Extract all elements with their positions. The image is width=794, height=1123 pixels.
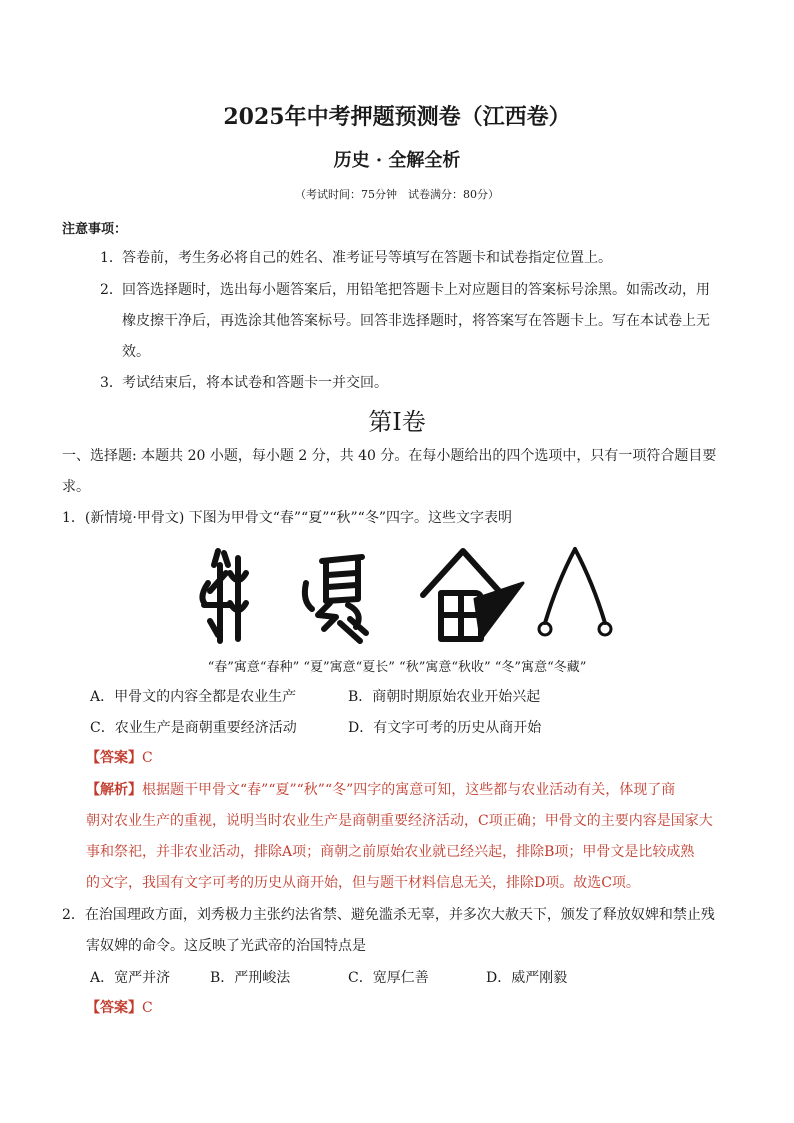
option-d: D．有文字可考的历史从商开始 [348, 720, 542, 736]
answer-value: C [142, 750, 153, 766]
section-intro: 一、选择题: 本题共 20 小题，每小题 2 分，共 40 分。在每小题给出的四个选项中，只有一项符合题目要 [62, 448, 717, 464]
section-intro-cont: 求。 [62, 479, 90, 495]
option-b: B．严刑峻法 [210, 970, 291, 986]
answer-value: C [142, 1000, 153, 1016]
glyph-dong [539, 549, 611, 635]
notice-item: 3．考试结束后，将本试卷和答题卡一并交回。 [100, 375, 388, 391]
answer-line [86, 998, 153, 1018]
analysis-line: 朝对农业生产的重视，说明当时农业生产是商朝重要经济活动，C项正确；甲骨文的主要内容是国家大 [86, 813, 713, 829]
exam-info: （考试时间：75分钟 试卷满分：80分） [295, 188, 499, 201]
option-b: B．商朝时期原始农业开始兴起 [348, 689, 541, 705]
question-1-stem: 1．(新情境·甲骨文) 下图为甲骨文“春”“夏”“秋”“冬”四字。这些文字表明 [62, 510, 512, 526]
page-subtitle: 历史 · 全解全析 [333, 150, 461, 171]
figure-caption: “春”寓意“春种” “夏”寓意“夏长” “秋”寓意“秋收” “冬”寓意“冬藏” [207, 660, 587, 675]
answer-tag: 【答案】 [86, 750, 142, 766]
oracle-bone-glyphs-figure [190, 543, 620, 648]
glyph-qiu [423, 551, 523, 639]
option-c: C．农业生产是商朝重要经济活动 [90, 720, 297, 736]
analysis-line: 的文字，我国有文字可考的历史从商开始，但与题干材料信息无关，排除D项。故选C项。 [86, 875, 640, 891]
answer-tag: 【答案】 [86, 1000, 142, 1016]
question-2-stem-cont: 害奴婢的命令。这反映了光武帝的治国特点是 [86, 938, 366, 954]
notice-item-cont: 橡皮擦干净后，再选涂其他答案标号。回答非选择题时，将答案写在答题卡上。写在本试卷上无 [122, 313, 710, 329]
page-title: 2025年中考押题预测卷（江西卷） [223, 104, 571, 130]
notice-item: 1．答卷前，考生务必将自己的姓名、准考证号等填写在答题卡和试卷指定位置上。 [100, 250, 612, 266]
glyph-chun [202, 551, 246, 641]
analysis-line: 事和祭祀，并非农业活动，排除A项；商朝之前原始农业就已经兴起，排除B项；甲骨文是比较成熟 [86, 844, 695, 860]
notice-heading: 注意事项： [62, 222, 128, 237]
notice-item: 2．回答选择题时，选出每小题答案后，用铅笔把答题卡上对应题目的答案标号涂黑。如需改动，用 [100, 282, 710, 298]
option-d: D．威严刚毅 [486, 970, 568, 986]
option-c: C．宽厚仁善 [348, 970, 429, 986]
analysis-line: 【解析】根据题干甲骨文“春”“夏”“秋”“冬”四字的寓意可知，这些都与农业活动有关，体现了商 [86, 782, 676, 798]
section-heading: 第Ⅰ卷 [368, 408, 426, 436]
option-a: A．宽严并济 [90, 970, 171, 986]
notice-item-cont: 效。 [122, 344, 150, 360]
question-2-stem: 2．在治国理政方面，刘秀极力主张约法省禁、避免滥杀无辜，并多次大赦天下，颁发了释放奴婢和禁止残 [62, 907, 715, 923]
analysis-tag: 【解析】 [86, 782, 142, 798]
option-a: A．甲骨文的内容全都是农业生产 [90, 689, 297, 705]
answer-line [86, 748, 153, 768]
glyph-xia [305, 557, 366, 641]
